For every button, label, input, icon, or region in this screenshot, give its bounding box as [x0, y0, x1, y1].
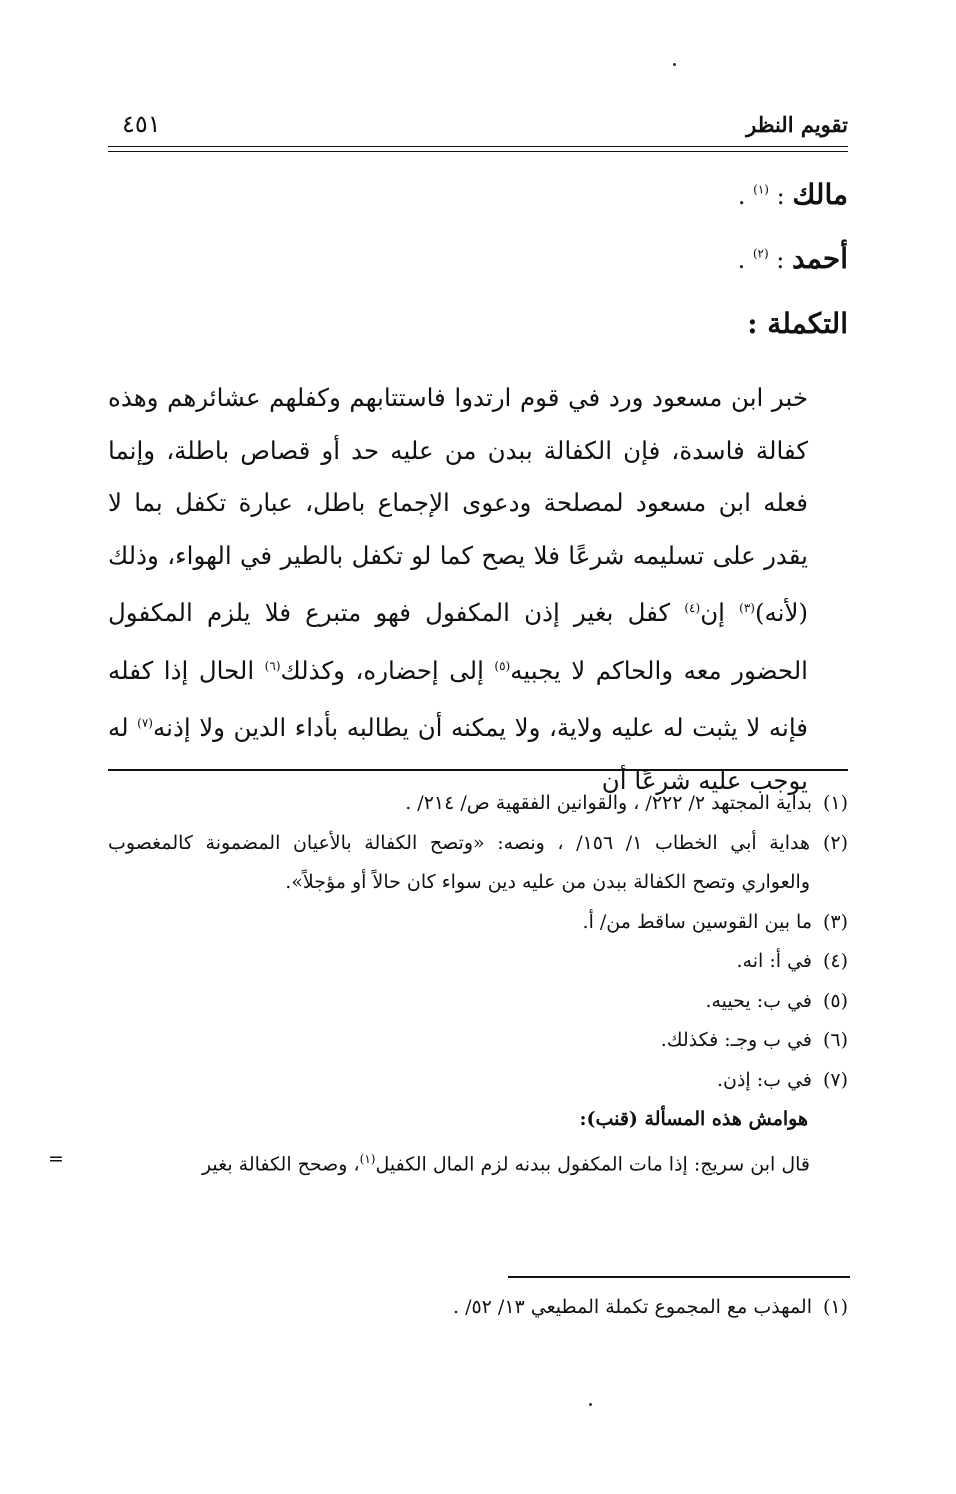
running-header — [108, 106, 848, 146]
footnote-7: (٧)في ب: إذن. — [716, 1068, 848, 1091]
footnote-2: (٢) هداية أبي الخطاب ١/ ١٥٦/ ، ونصه: «وتصح الكفالة بالأعيان المضمونة كالمغصوب والعواري وتصح الكفالة ببدن من عليه دين سواء كان حالاً أو مؤجلاً». — [108, 831, 848, 893]
margin-notes-heading: هوامش هذه المسألة (قنب): — [579, 1108, 808, 1130]
label-ahmad: أحمد : $^{(٢)}$ . — [737, 242, 848, 275]
page — [48, 0, 848, 1494]
footnote-5: (٥)في ب: يحييه. — [705, 989, 848, 1012]
margin-footnote-ref-1: (١) — [359, 1151, 376, 1166]
margin-notes-line: قال ابن سريج: إذا مات المكفول ببدنه لزم المال الكفيل$^{(١)}$، وصحح الكفالة بغير = — [78, 1140, 848, 1185]
label-malik: مالك : $^{(١)}$ . — [737, 178, 848, 211]
footnote-ref-2: (٢) — [752, 246, 769, 261]
continuation-mark: = — [48, 1147, 64, 1170]
footnote-4: (٤)في أ: انه. — [736, 950, 848, 972]
footnote-ref-1: (١) — [753, 182, 769, 197]
footnote-ref-3: (٣) — [739, 601, 755, 615]
header-rule-double — [108, 151, 848, 152]
footnote-6: (٦)في ب وجـ: فكذلك. — [660, 1029, 848, 1051]
footnote-1: (١)بداية المجتهد ٢/ ٢٢٢/ ، والقوانين الفقهية ص/ ٢١٤/ . — [405, 792, 848, 814]
footnotes — [48, 784, 848, 1184]
footnote-ref-6: (٦) — [264, 658, 281, 673]
book-title: تقويم النظر — [746, 112, 848, 137]
footnote-ref-4: (٤) — [684, 601, 701, 615]
label-takmila: التكملة : — [747, 307, 848, 340]
header-rule — [108, 146, 848, 147]
margin-footnote-separator — [508, 1276, 850, 1278]
body-paragraph: خبر ابن مسعود ورد في قوم ارتدوا فاستتابهم وكفلهم عشائرهم وهذه كفالة فاسدة، فإن الكفالة ببدن من عليه حد أو قصاص باطلة، وإنما فعله ابن مسعود لمصلحة ودعوى الإجماع باطل، عبارة تكفل بما لا يقدر على تسليمه شرعًا فلا يصح كما لو تكفل بالطير في الهواء، وذلك (لأنه)$^{(٣)}$ إن$^{(٤)}$ كفل بغير إذن المكفول فهو متبرع فلا يلزم المكفول الحضور معه والحاكم لا يجبيه$^{(٥)}$ إلى إحضاره، وكذلك$^{(٦)}$ الحال إذا كفله فإنه لا يثبت له عليه ولاية، ولا يمكنه أن يطالبه بأداء الدين ولا إذنه$^{(٧)}$ له يوجب عليه شرعًا أن — [108, 383, 808, 795]
footnote-ref-7: (٧) — [137, 716, 153, 731]
margin-footnote-1: (١)المهذب مع المجموع تكملة المطيعي ١٣/ ٥٢/ . — [452, 1296, 848, 1318]
page-number: ٤٥١ — [122, 110, 161, 138]
malik-name: مالك — [792, 178, 848, 211]
ahmad-name: أحمد — [792, 242, 848, 275]
footnote-ref-5: (٥) — [494, 658, 511, 673]
footnote-separator — [108, 769, 848, 771]
footnote-3: (٣)ما بين القوسين ساقط من/ أ. — [582, 910, 848, 933]
